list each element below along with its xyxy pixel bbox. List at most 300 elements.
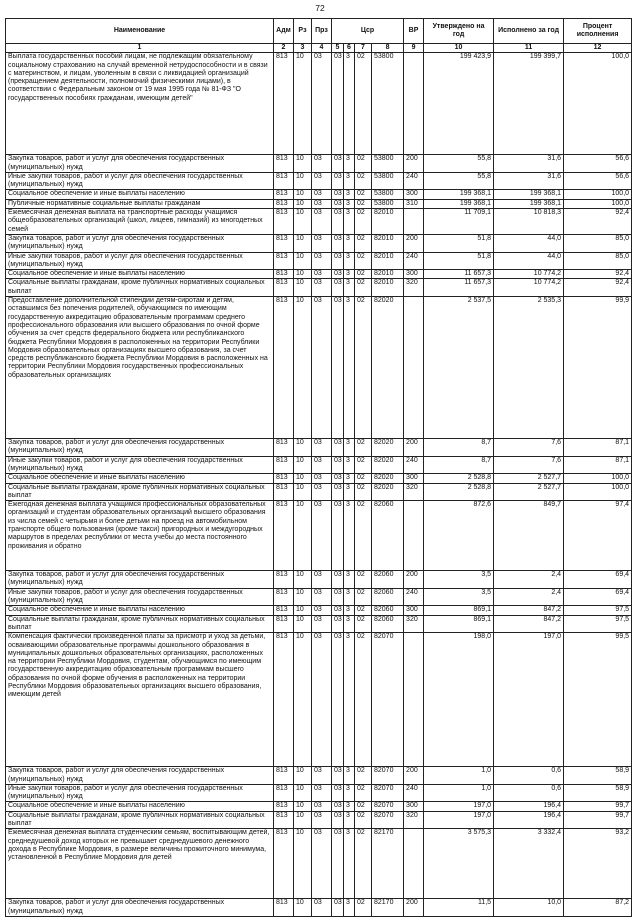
fact-value-cell: 10 774,2 [494, 270, 564, 279]
csr-part-cell: 03 [332, 155, 344, 173]
table-row [6, 588, 632, 606]
vr-cell [404, 501, 424, 571]
header-name: Наименование [6, 19, 274, 44]
prz-cell: 03 [312, 190, 332, 199]
header-prz: Прз [312, 19, 332, 44]
csr-part-cell: 02 [355, 172, 372, 190]
csr-part-cell: 03 [332, 606, 344, 615]
table-row [6, 802, 632, 811]
name-cell: Ежемесячная денежная выплата на транспортные расходы учащимся общеобразовательных организаций (школ, лицеев, гимназий) из многодетных семей [6, 209, 274, 235]
plan-value-cell: 1,0 [424, 767, 494, 785]
vr-cell [404, 209, 424, 235]
table-row [6, 784, 632, 802]
fact-value-cell: 197,0 [494, 633, 564, 767]
csr-part-cell: 03 [332, 456, 344, 474]
percent-cell: 87,1 [564, 439, 632, 457]
csr-part-cell: 02 [355, 571, 372, 589]
plan-value-cell: 872,6 [424, 501, 494, 571]
plan-value-cell: 2 537,5 [424, 297, 494, 439]
adm-cell: 813 [274, 155, 294, 173]
plan-value-cell: 3,5 [424, 588, 494, 606]
csr-part-cell: 03 [332, 767, 344, 785]
adm-cell: 813 [274, 234, 294, 252]
plan-value-cell: 199 368,1 [424, 190, 494, 199]
fact-value-cell: 849,7 [494, 501, 564, 571]
prz-cell: 03 [312, 279, 332, 297]
percent-cell: 69,4 [564, 571, 632, 589]
csr-part-cell: 02 [355, 270, 372, 279]
percent-cell: 56,6 [564, 155, 632, 173]
adm-cell: 813 [274, 297, 294, 439]
name-cell: Закупка товаров, работ и услуг для обеспечения государственных (муниципальных) нужд [6, 439, 274, 457]
prz-cell: 03 [312, 767, 332, 785]
table-row [6, 571, 632, 589]
csr-part-cell: 3 [344, 571, 355, 589]
prz-cell: 03 [312, 474, 332, 483]
page-number: 72 [315, 3, 325, 13]
name-cell: Закупка товаров, работ и услуг для обеспечения государственных (муниципальных) нужд [6, 234, 274, 252]
plan-value-cell: 11 709,1 [424, 209, 494, 235]
csr-code-cell: 82010 [372, 234, 404, 252]
csr-part-cell: 3 [344, 190, 355, 199]
rz-cell: 10 [294, 155, 312, 173]
adm-cell: 813 [274, 811, 294, 829]
adm-cell: 813 [274, 483, 294, 501]
csr-part-cell: 3 [344, 252, 355, 270]
csr-part-cell: 3 [344, 606, 355, 615]
fact-value-cell: 199 399,7 [494, 53, 564, 155]
csr-part-cell: 3 [344, 270, 355, 279]
table-row [6, 439, 632, 457]
csr-part-cell: 3 [344, 297, 355, 439]
csr-part-cell: 03 [332, 190, 344, 199]
percent-cell: 58,9 [564, 784, 632, 802]
percent-cell: 69,4 [564, 588, 632, 606]
column-number: 11 [494, 44, 564, 53]
csr-code-cell: 82010 [372, 209, 404, 235]
fact-value-cell: 196,4 [494, 811, 564, 829]
percent-cell: 97,5 [564, 606, 632, 615]
rz-cell: 10 [294, 252, 312, 270]
csr-code-cell: 82020 [372, 483, 404, 501]
vr-cell: 240 [404, 588, 424, 606]
rz-cell: 10 [294, 172, 312, 190]
vr-cell: 320 [404, 279, 424, 297]
csr-part-cell: 03 [332, 784, 344, 802]
fact-value-cell: 2,4 [494, 588, 564, 606]
prz-cell: 03 [312, 606, 332, 615]
fact-value-cell: 7,6 [494, 439, 564, 457]
percent-cell: 87,1 [564, 456, 632, 474]
name-cell: Иные закупки товаров, работ и услуг для обеспечения государственных (муниципальных) нужд [6, 252, 274, 270]
csr-part-cell: 3 [344, 279, 355, 297]
vr-cell [404, 633, 424, 767]
name-cell: Предоставление дополнительной стипендии детям-сиротам и детям, оставшимся без попечения родителей, обучающимся по имеющим государственную аккредитацию образовательным программам среднего профессионального образования или высшего образования по очной форме обучения за счет средств федерального бюджета или республиканского бюджета Республики Мордовия в расположенных на территории Республики Мордовия образовательных организациях высшего образования, за счет средств республиканского бюджета Республики Мордовия в расположенных на территории Республики Мордовия государственных профессиональных образовательных организациях [6, 297, 274, 439]
csr-part-cell: 3 [344, 234, 355, 252]
adm-cell: 813 [274, 588, 294, 606]
vr-cell: 300 [404, 270, 424, 279]
csr-part-cell: 03 [332, 899, 344, 917]
table-row [6, 252, 632, 270]
csr-code-cell: 82020 [372, 474, 404, 483]
adm-cell: 813 [274, 252, 294, 270]
csr-part-cell: 03 [332, 53, 344, 155]
plan-value-cell: 51,8 [424, 234, 494, 252]
table-row [6, 456, 632, 474]
csr-part-cell: 02 [355, 279, 372, 297]
vr-cell [404, 53, 424, 155]
plan-value-cell: 2 528,8 [424, 474, 494, 483]
name-cell: Закупка товаров, работ и услуг для обеспечения государственных (муниципальных) нужд [6, 767, 274, 785]
rz-cell: 10 [294, 439, 312, 457]
csr-part-cell: 3 [344, 456, 355, 474]
csr-part-cell: 03 [332, 234, 344, 252]
name-cell: Выплата государственных пособий лицам, не подлежащим обязательному социальному страхованию на случай временной нетрудоспособности и в связи с материнством, и лицам, уволенным в связи с ликвидацией организаций (прекращением деятельности, полномочий физическими лицами), в соответствии с Федеральным законом от 19 мая 1995 года № 81-ФЗ "О государственных пособиях гражданам, имеющим детей" [6, 53, 274, 155]
plan-value-cell: 199 368,1 [424, 199, 494, 208]
percent-cell: 100,0 [564, 483, 632, 501]
csr-code-cell: 82060 [372, 588, 404, 606]
budget-execution-table [5, 18, 632, 917]
csr-code-cell: 82060 [372, 571, 404, 589]
prz-cell: 03 [312, 252, 332, 270]
adm-cell: 813 [274, 606, 294, 615]
csr-part-cell: 03 [332, 252, 344, 270]
rz-cell: 10 [294, 190, 312, 199]
csr-code-cell: 82070 [372, 633, 404, 767]
csr-part-cell: 3 [344, 501, 355, 571]
header-percent: Процент исполнения [564, 19, 632, 44]
rz-cell: 10 [294, 53, 312, 155]
table-row [6, 633, 632, 767]
adm-cell: 813 [274, 784, 294, 802]
csr-part-cell: 02 [355, 252, 372, 270]
csr-part-cell: 3 [344, 172, 355, 190]
csr-part-cell: 03 [332, 297, 344, 439]
column-number: 9 [404, 44, 424, 53]
table-row [6, 297, 632, 439]
csr-part-cell: 02 [355, 474, 372, 483]
name-cell: Иные закупки товаров, работ и услуг для обеспечения государственных (муниципальных) нужд [6, 784, 274, 802]
csr-code-cell: 82070 [372, 784, 404, 802]
column-numbers-row [6, 44, 632, 53]
rz-cell: 10 [294, 456, 312, 474]
csr-part-cell: 03 [332, 483, 344, 501]
adm-cell: 813 [274, 633, 294, 767]
plan-value-cell: 55,8 [424, 155, 494, 173]
csr-part-cell: 3 [344, 155, 355, 173]
percent-cell: 85,0 [564, 234, 632, 252]
rz-cell: 10 [294, 615, 312, 633]
rz-cell: 10 [294, 829, 312, 899]
csr-part-cell: 3 [344, 199, 355, 208]
table-row [6, 474, 632, 483]
csr-part-cell: 02 [355, 234, 372, 252]
csr-code-cell: 82170 [372, 899, 404, 917]
adm-cell: 813 [274, 802, 294, 811]
csr-part-cell: 02 [355, 483, 372, 501]
csr-part-cell: 02 [355, 802, 372, 811]
column-number: 5 [332, 44, 344, 53]
vr-cell: 300 [404, 474, 424, 483]
prz-cell: 03 [312, 456, 332, 474]
csr-part-cell: 3 [344, 209, 355, 235]
percent-cell: 99,9 [564, 297, 632, 439]
plan-value-cell: 3 575,3 [424, 829, 494, 899]
prz-cell: 03 [312, 829, 332, 899]
fact-value-cell: 847,2 [494, 606, 564, 615]
percent-cell: 100,0 [564, 474, 632, 483]
header-fact: Исполнено за год [494, 19, 564, 44]
csr-part-cell: 02 [355, 439, 372, 457]
csr-part-cell: 3 [344, 811, 355, 829]
table-row [6, 53, 632, 155]
rz-cell: 10 [294, 633, 312, 767]
csr-part-cell: 3 [344, 784, 355, 802]
csr-part-cell: 03 [332, 588, 344, 606]
csr-part-cell: 02 [355, 633, 372, 767]
csr-part-cell: 02 [355, 784, 372, 802]
name-cell: Социальные выплаты гражданам, кроме публичных нормативных социальных выплат [6, 279, 274, 297]
percent-cell: 97,5 [564, 615, 632, 633]
column-number: 6 [344, 44, 355, 53]
prz-cell: 03 [312, 899, 332, 917]
percent-cell: 92,4 [564, 279, 632, 297]
fact-value-cell: 10 818,3 [494, 209, 564, 235]
csr-part-cell: 03 [332, 279, 344, 297]
plan-value-cell: 197,0 [424, 802, 494, 811]
fact-value-cell: 10,0 [494, 899, 564, 917]
adm-cell: 813 [274, 279, 294, 297]
percent-cell: 100,0 [564, 199, 632, 208]
adm-cell: 813 [274, 829, 294, 899]
vr-cell: 240 [404, 252, 424, 270]
column-number: 12 [564, 44, 632, 53]
prz-cell: 03 [312, 155, 332, 173]
csr-part-cell: 02 [355, 190, 372, 199]
name-cell: Иные закупки товаров, работ и услуг для обеспечения государственных (муниципальных) нужд [6, 172, 274, 190]
name-cell: Публичные нормативные социальные выплаты гражданам [6, 199, 274, 208]
rz-cell: 10 [294, 802, 312, 811]
csr-part-cell: 3 [344, 53, 355, 155]
csr-part-cell: 03 [332, 571, 344, 589]
csr-part-cell: 3 [344, 615, 355, 633]
rz-cell: 10 [294, 899, 312, 917]
csr-code-cell: 82070 [372, 767, 404, 785]
csr-part-cell: 3 [344, 474, 355, 483]
csr-part-cell: 03 [332, 633, 344, 767]
csr-part-cell: 02 [355, 606, 372, 615]
csr-code-cell: 82060 [372, 501, 404, 571]
percent-cell: 93,2 [564, 829, 632, 899]
column-number: 7 [355, 44, 372, 53]
csr-code-cell: 53800 [372, 155, 404, 173]
csr-part-cell: 02 [355, 155, 372, 173]
vr-cell: 240 [404, 172, 424, 190]
name-cell: Закупка товаров, работ и услуг для обеспечения государственных (муниципальных) нужд [6, 899, 274, 917]
column-number: 1 [6, 44, 274, 53]
rz-cell: 10 [294, 279, 312, 297]
prz-cell: 03 [312, 633, 332, 767]
percent-cell: 99,5 [564, 633, 632, 767]
percent-cell: 85,0 [564, 252, 632, 270]
adm-cell: 813 [274, 172, 294, 190]
table-row [6, 606, 632, 615]
header-csr: Цср [332, 19, 404, 44]
prz-cell: 03 [312, 802, 332, 811]
prz-cell: 03 [312, 199, 332, 208]
csr-part-cell: 3 [344, 899, 355, 917]
plan-value-cell: 51,8 [424, 252, 494, 270]
percent-cell: 100,0 [564, 53, 632, 155]
prz-cell: 03 [312, 297, 332, 439]
vr-cell: 320 [404, 811, 424, 829]
percent-cell: 100,0 [564, 190, 632, 199]
table-row [6, 155, 632, 173]
prz-cell: 03 [312, 811, 332, 829]
csr-code-cell: 53800 [372, 190, 404, 199]
rz-cell: 10 [294, 474, 312, 483]
plan-value-cell: 869,1 [424, 615, 494, 633]
adm-cell: 813 [274, 53, 294, 155]
rz-cell: 10 [294, 297, 312, 439]
csr-code-cell: 82060 [372, 615, 404, 633]
table-row [6, 172, 632, 190]
header-plan: Утверждено на год [424, 19, 494, 44]
fact-value-cell: 199 368,1 [494, 190, 564, 199]
csr-code-cell: 82060 [372, 606, 404, 615]
fact-value-cell: 0,6 [494, 784, 564, 802]
prz-cell: 03 [312, 615, 332, 633]
column-number: 2 [274, 44, 294, 53]
fact-value-cell: 3 332,4 [494, 829, 564, 899]
csr-code-cell: 82070 [372, 802, 404, 811]
prz-cell: 03 [312, 784, 332, 802]
plan-value-cell: 11,5 [424, 899, 494, 917]
vr-cell: 200 [404, 571, 424, 589]
rz-cell: 10 [294, 784, 312, 802]
csr-part-cell: 02 [355, 615, 372, 633]
table-row [6, 899, 632, 917]
name-cell: Социальное обеспечение и иные выплаты населению [6, 802, 274, 811]
csr-part-cell: 03 [332, 172, 344, 190]
fact-value-cell: 196,4 [494, 802, 564, 811]
name-cell: Социальное обеспечение и иные выплаты населению [6, 606, 274, 615]
vr-cell: 200 [404, 234, 424, 252]
header-rz: Рз [294, 19, 312, 44]
vr-cell: 300 [404, 606, 424, 615]
plan-value-cell: 8,7 [424, 456, 494, 474]
vr-cell: 240 [404, 456, 424, 474]
adm-cell: 813 [274, 199, 294, 208]
rz-cell: 10 [294, 483, 312, 501]
rz-cell: 10 [294, 571, 312, 589]
table-row [6, 234, 632, 252]
prz-cell: 03 [312, 588, 332, 606]
prz-cell: 03 [312, 571, 332, 589]
table-row [6, 829, 632, 899]
table-row [6, 199, 632, 208]
rz-cell: 10 [294, 767, 312, 785]
column-number: 8 [372, 44, 404, 53]
adm-cell: 813 [274, 190, 294, 199]
csr-part-cell: 03 [332, 615, 344, 633]
vr-cell: 300 [404, 802, 424, 811]
rz-cell: 10 [294, 270, 312, 279]
plan-value-cell: 2 528,8 [424, 483, 494, 501]
csr-part-cell: 3 [344, 633, 355, 767]
table-row [6, 270, 632, 279]
rz-cell: 10 [294, 199, 312, 208]
table-row [6, 209, 632, 235]
table-row [6, 190, 632, 199]
csr-code-cell: 82070 [372, 811, 404, 829]
table-header-row [6, 19, 632, 44]
table-row [6, 279, 632, 297]
adm-cell: 813 [274, 456, 294, 474]
fact-value-cell: 10 774,2 [494, 279, 564, 297]
adm-cell: 813 [274, 270, 294, 279]
adm-cell: 813 [274, 767, 294, 785]
prz-cell: 03 [312, 483, 332, 501]
csr-code-cell: 82020 [372, 439, 404, 457]
prz-cell: 03 [312, 270, 332, 279]
prz-cell: 03 [312, 234, 332, 252]
csr-part-cell: 03 [332, 270, 344, 279]
name-cell: Социальное обеспечение и иные выплаты населению [6, 270, 274, 279]
prz-cell: 03 [312, 501, 332, 571]
column-number: 10 [424, 44, 494, 53]
adm-cell: 813 [274, 571, 294, 589]
csr-part-cell: 03 [332, 439, 344, 457]
rz-cell: 10 [294, 811, 312, 829]
column-number: 4 [312, 44, 332, 53]
csr-part-cell: 02 [355, 767, 372, 785]
vr-cell: 200 [404, 439, 424, 457]
adm-cell: 813 [274, 899, 294, 917]
plan-value-cell: 198,0 [424, 633, 494, 767]
name-cell: Социальные выплаты гражданам, кроме публичных нормативных социальных выплат [6, 615, 274, 633]
csr-code-cell: 82010 [372, 252, 404, 270]
name-cell: Закупка товаров, работ и услуг для обеспечения государственных (муниципальных) нужд [6, 571, 274, 589]
fact-value-cell: 847,2 [494, 615, 564, 633]
fact-value-cell: 31,6 [494, 172, 564, 190]
csr-part-cell: 03 [332, 811, 344, 829]
fact-value-cell: 2 527,7 [494, 483, 564, 501]
csr-part-cell: 02 [355, 456, 372, 474]
fact-value-cell: 2 527,7 [494, 474, 564, 483]
rz-cell: 10 [294, 209, 312, 235]
csr-part-cell: 02 [355, 297, 372, 439]
plan-value-cell: 8,7 [424, 439, 494, 457]
rz-cell: 10 [294, 234, 312, 252]
plan-value-cell: 869,1 [424, 606, 494, 615]
name-cell: Социальное обеспечение и иные выплаты населению [6, 474, 274, 483]
csr-part-cell: 03 [332, 474, 344, 483]
plan-value-cell: 3,5 [424, 571, 494, 589]
percent-cell: 99,7 [564, 802, 632, 811]
csr-part-cell: 3 [344, 439, 355, 457]
csr-part-cell: 02 [355, 829, 372, 899]
csr-part-cell: 02 [355, 899, 372, 917]
percent-cell: 92,4 [564, 209, 632, 235]
csr-part-cell: 3 [344, 802, 355, 811]
name-cell: Ежегодная денежная выплата учащимся профессиональных образовательных организаций и студентам образовательных организаций высшего образования из числа семей с четырьмя и более детьми на проезд на автомобильном транспорте общего пользования (кроме такси) пригородных и междугородных маршрутов в пределах республики от места учебы до места постоянного проживания и обратно [6, 501, 274, 571]
plan-value-cell: 11 657,3 [424, 270, 494, 279]
rz-cell: 10 [294, 606, 312, 615]
plan-value-cell: 55,8 [424, 172, 494, 190]
adm-cell: 813 [274, 474, 294, 483]
table-row [6, 501, 632, 571]
